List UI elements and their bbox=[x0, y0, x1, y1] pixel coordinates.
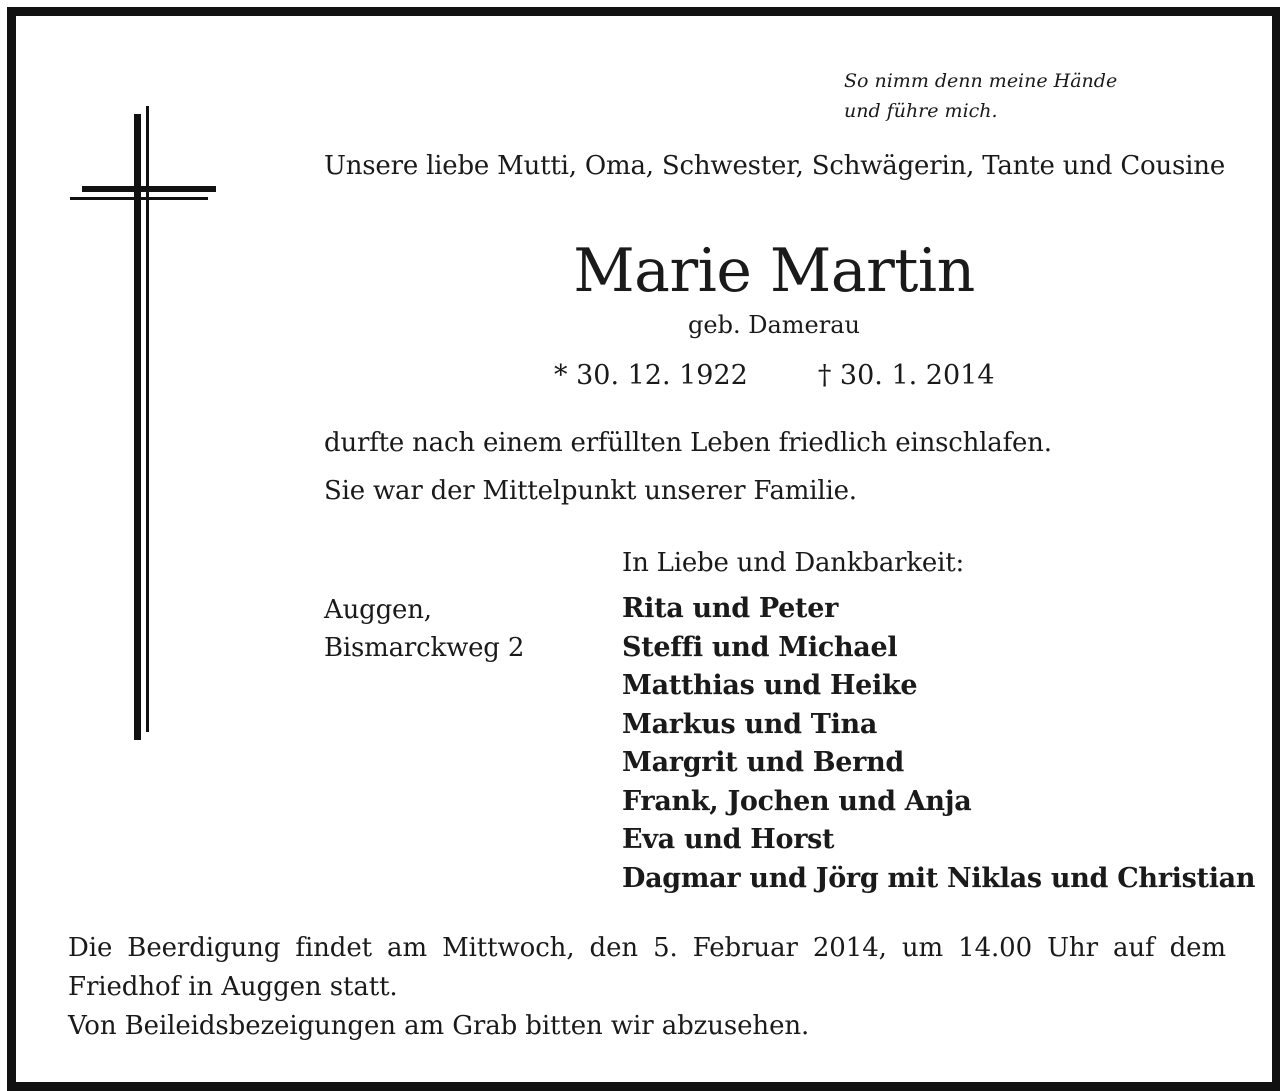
obituary-frame bbox=[7, 7, 1280, 1091]
mourner-entry: Frank, Jochen und Anja bbox=[622, 785, 972, 817]
text-line: Sie war der Mittelpunkt unserer Familie. bbox=[324, 476, 857, 506]
address-line: Bismarckweg 2 bbox=[324, 633, 525, 663]
mourner-entry: Markus und Tina bbox=[622, 708, 878, 740]
life-dates bbox=[554, 360, 995, 391]
mourner-entry: Matthias und Heike bbox=[622, 670, 918, 701]
death-date: † 30. 1. 2014 bbox=[817, 360, 995, 391]
mourner-entry: Steffi und Michael bbox=[622, 631, 898, 663]
mourner-entry: Margrit und Bernd bbox=[622, 747, 905, 778]
mourners-list bbox=[622, 590, 1255, 898]
address-line: Auggen, bbox=[324, 595, 432, 625]
intro-line: Unsere liebe Mutti, Oma, Schwester, Schwägerin, Tante und Cousine bbox=[324, 151, 1225, 181]
mourner-entry: Eva und Horst bbox=[622, 824, 835, 855]
text-line: durfte nach einem erfüllten Leben friedlich einschlafen. bbox=[324, 428, 1052, 458]
funeral-details: Die Beerdigung findet am Mittwoch, den 5. Februar 2014, um 14.00 Uhr auf dem Friedhof in Auggen statt. bbox=[68, 933, 1226, 1002]
motto-quote bbox=[844, 66, 1117, 126]
motto-line: und führe mich. bbox=[844, 100, 998, 122]
mourner-entry: Rita und Peter bbox=[622, 593, 839, 624]
birth-date: * 30. 12. 1922 bbox=[554, 360, 748, 391]
mourner-entry: Dagmar und Jörg mit Niklas und Christian bbox=[622, 862, 1256, 894]
cross-icon bbox=[16, 16, 236, 756]
maiden-name: geb. Damerau bbox=[688, 311, 860, 339]
motto-line: So nimm denn meine Hände bbox=[844, 70, 1118, 92]
condolence-note: Von Beileidsbezeigungen am Grab bitten wir abzusehen. bbox=[68, 1011, 810, 1041]
address bbox=[324, 591, 524, 667]
deceased-name: Marie Martin bbox=[573, 236, 975, 306]
funeral-notice bbox=[68, 929, 1226, 1046]
closing-line: In Liebe und Dankbarkeit: bbox=[622, 548, 965, 578]
